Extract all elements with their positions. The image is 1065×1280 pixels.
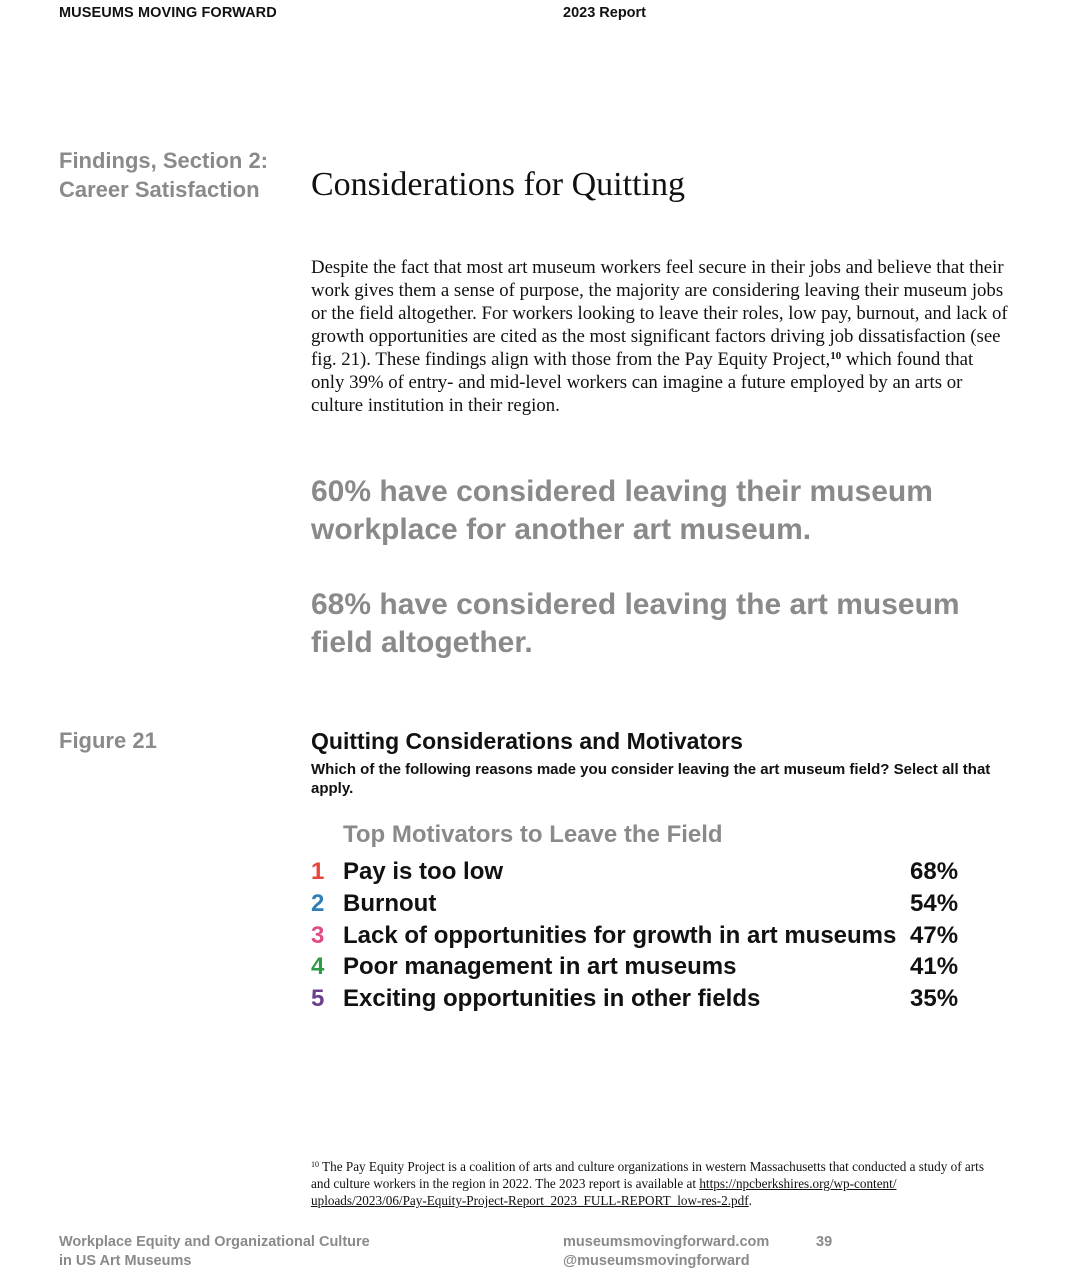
- ranking-item: [311, 953, 971, 985]
- ranking-item: [311, 858, 971, 890]
- rank-label: Pay is too low: [343, 858, 504, 885]
- section-label: [59, 146, 268, 204]
- rank-number: 2: [311, 889, 325, 917]
- rank-number: 3: [311, 921, 325, 949]
- page-number: 39: [816, 1234, 833, 1250]
- rank-value: 35%: [910, 985, 959, 1013]
- rank-value: 47%: [910, 921, 959, 949]
- figure-title: Quitting Considerations and Motivators: [311, 728, 743, 754]
- rank-label: Exciting opportunities in other fields: [343, 985, 761, 1013]
- footer-title-line1: Workplace Equity and Organizational Culture: [59, 1234, 370, 1250]
- rank-value: 54%: [910, 889, 959, 917]
- ranking-item: [311, 890, 971, 922]
- ranking-title: Top Motivators to Leave the Field: [343, 821, 723, 848]
- rank-value: 41%: [910, 953, 959, 981]
- header-publication-name: MUSEUMS MOVING FORWARD: [59, 5, 277, 21]
- footnote-link-line2: uploads/2023/06/Pay-Equity-Project-Report_2023_FULL-REPORT_low-res-2.pdf: [311, 1193, 749, 1208]
- ranking-item: [311, 985, 971, 1017]
- rank-number: 4: [311, 953, 325, 981]
- footer-social-handle[interactable]: @museumsmovingforward: [563, 1253, 750, 1269]
- ranking-list: [311, 858, 971, 1017]
- footer-title-line2: in US Art Museums: [59, 1253, 192, 1269]
- rank-label: Poor management in art museums: [343, 953, 737, 981]
- footnote: [311, 1158, 1001, 1209]
- rank-label: Burnout: [343, 889, 437, 917]
- stat-callout-field: 68% have considered leaving the art museum field altogether.: [311, 588, 960, 659]
- section-label-line2: Career Satisfaction: [59, 177, 260, 202]
- rank-value: 68%: [910, 858, 959, 885]
- body-paragraph: [311, 256, 1011, 417]
- rank-number: 5: [311, 985, 325, 1013]
- footer-website[interactable]: museumsmovingforward.com: [563, 1234, 770, 1250]
- body-text-part2: which found that only 39% of entry- and mid-level workers can imagine a future employed by an arts or culture institution in their region.: [311, 349, 974, 416]
- figure-question: Which of the following reasons made you consider leaving the art museum field? Select all that apply.: [311, 761, 991, 797]
- footnote-text: The Pay Equity Project is a coalition of arts and culture organizations in western Massachusetts that conducted a study of arts and culture workers in the region in 2022. The 2023 report is available at: [311, 1159, 984, 1191]
- stat-callout-workplace: 60% have considered leaving their museum workplace for another art museum.: [311, 475, 933, 546]
- footnote-link-line1: https://npcberkshires.org/wp-content/: [699, 1176, 897, 1191]
- footnote-end: .: [748, 1193, 752, 1208]
- ranking-item: [311, 922, 971, 954]
- footer-contact: [563, 1233, 769, 1271]
- rank-label: Lack of opportunities for growth in art museums: [343, 921, 897, 949]
- page-title: Considerations for Quitting: [311, 166, 685, 203]
- footnote-number: 10: [311, 1160, 319, 1169]
- body-text-part1: Despite the fact that most art museum workers feel secure in their jobs and believe that their work gives them a sense of purpose, the majority are considering leaving their museum jobs or the field altogether. For workers looking to leave their roles, low pay, burnout, and lack of growth opportunities are cited as the most significant factors driving job dissatisfaction (see fig. 21). These findings align with those from the Pay Equity Project,: [311, 257, 1008, 370]
- footnote-reference[interactable]: 10: [830, 350, 842, 362]
- header-report-year: 2023 Report: [563, 5, 647, 21]
- rank-number: 1: [311, 858, 325, 885]
- section-label-line1: Findings, Section 2:: [59, 148, 269, 173]
- figure-label: Figure 21: [59, 728, 157, 753]
- footer-report-title: [59, 1233, 370, 1271]
